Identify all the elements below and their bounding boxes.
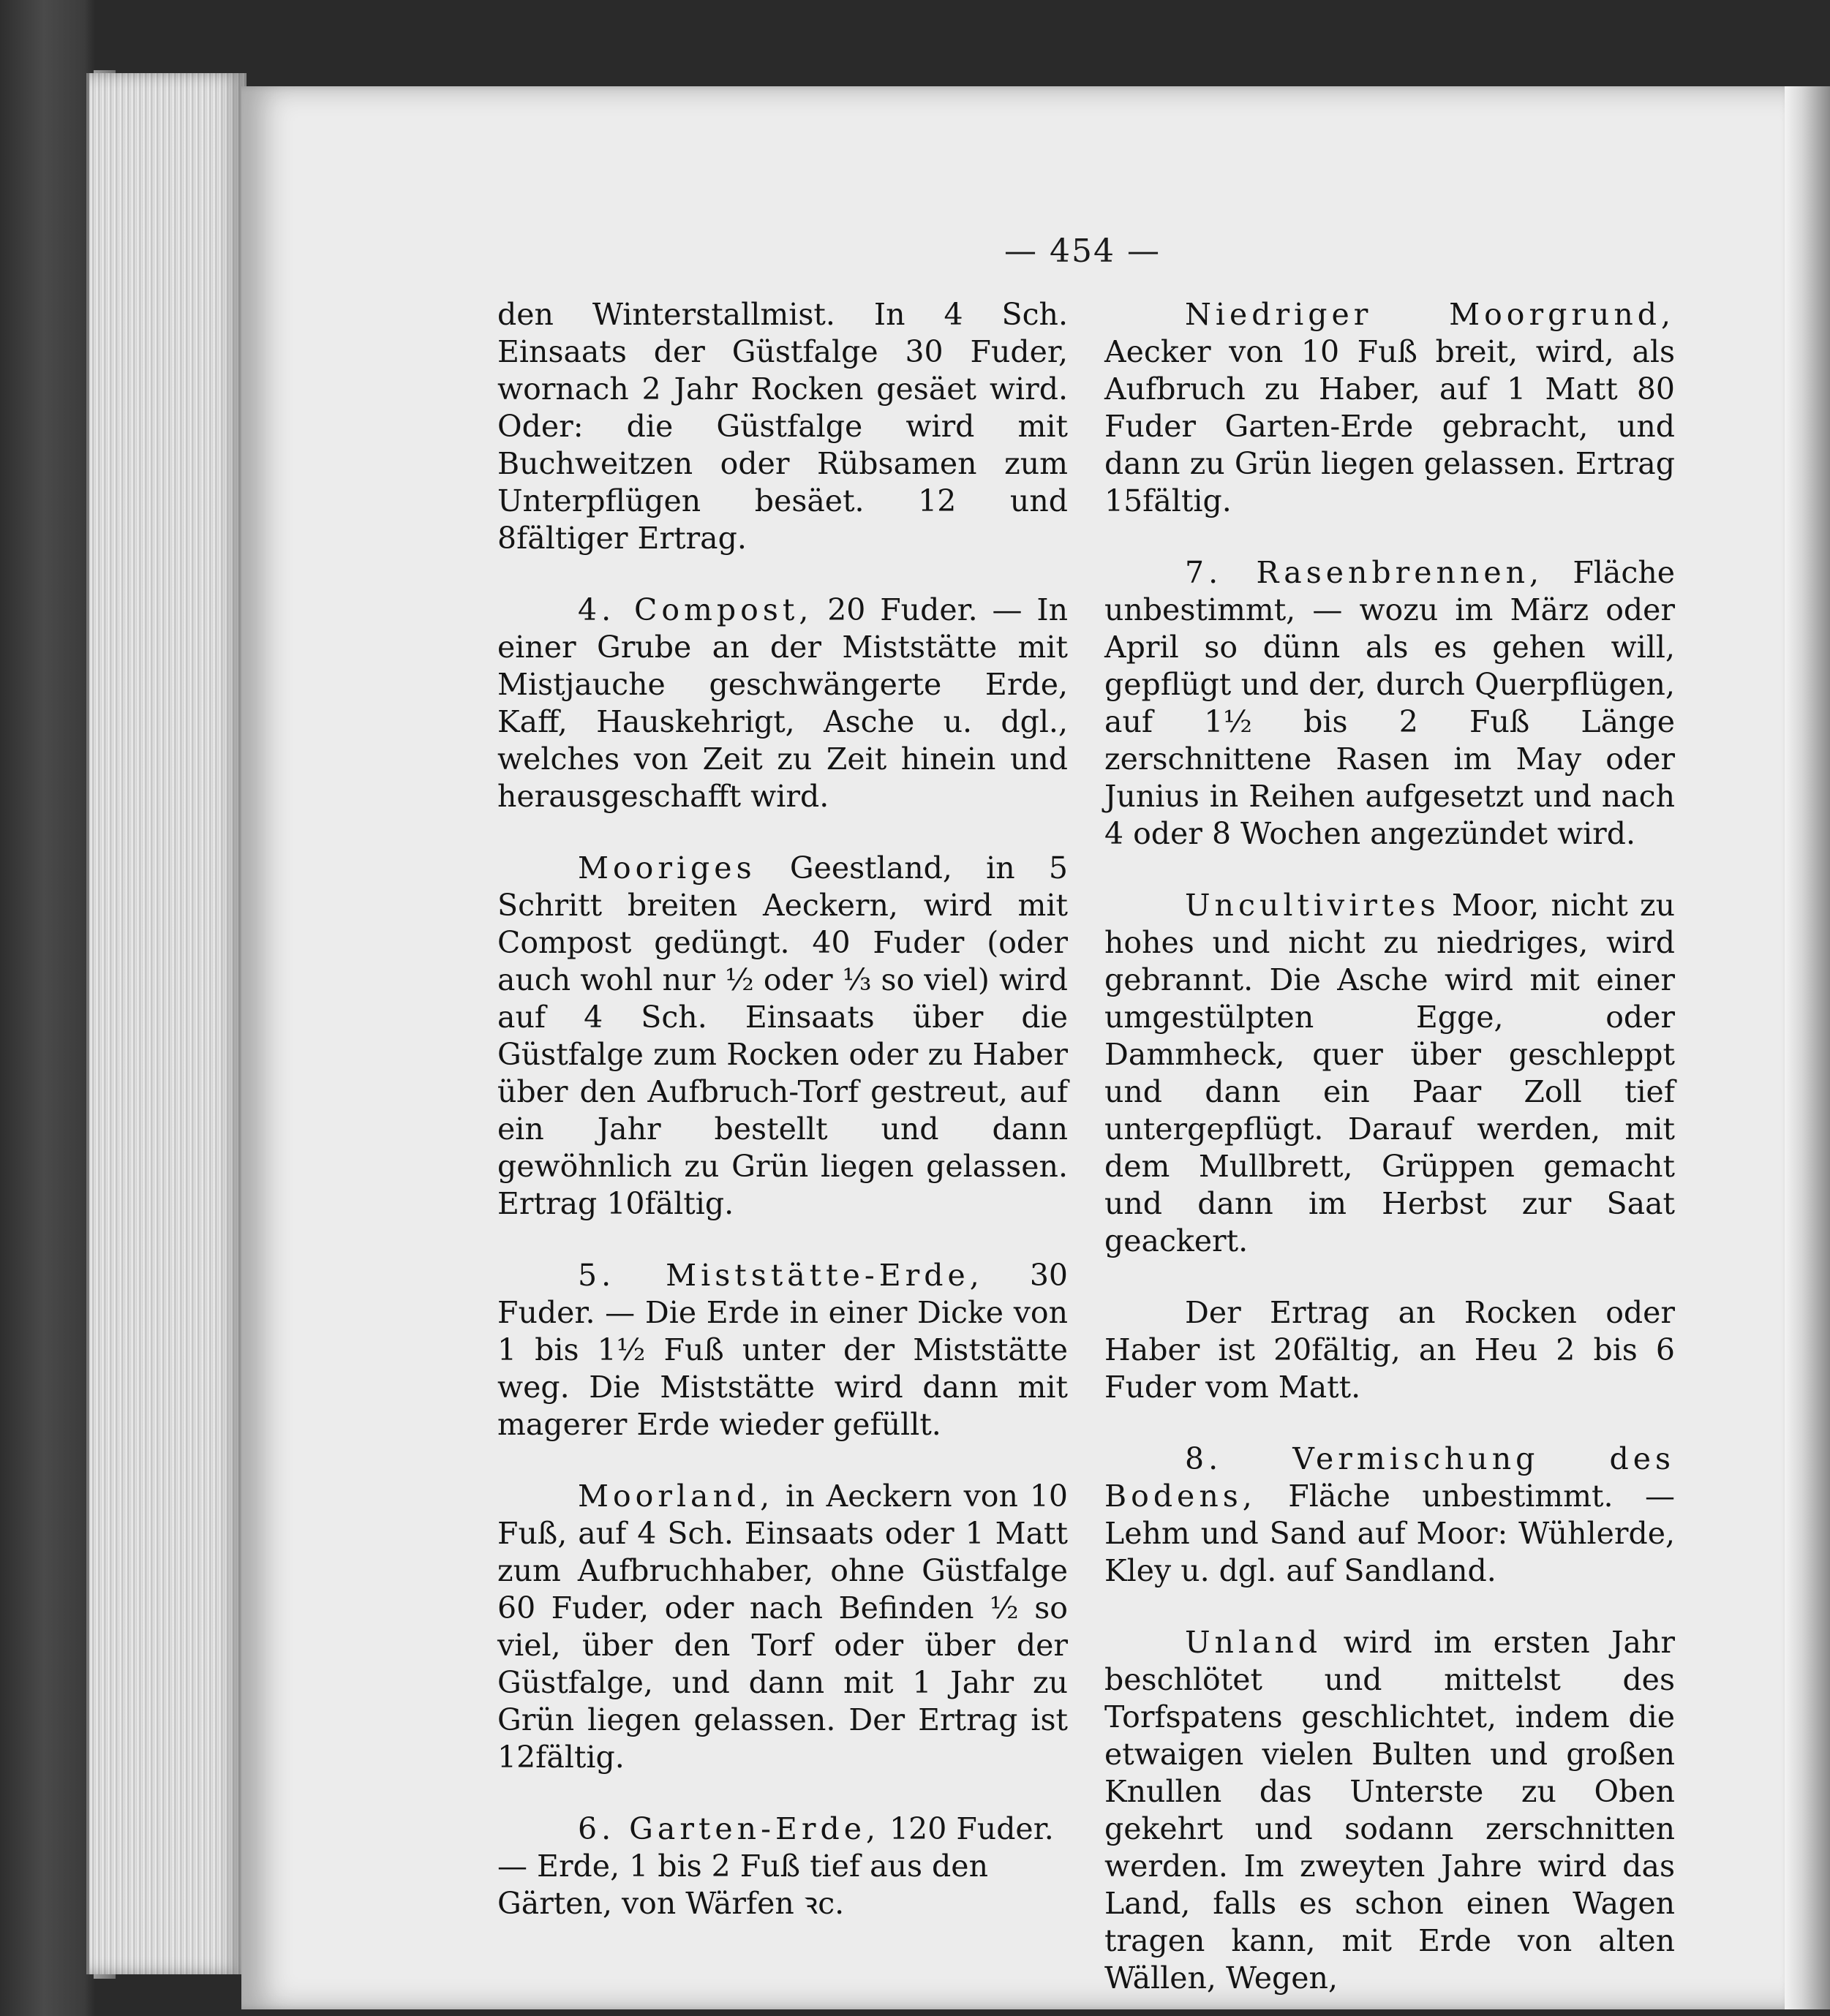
- paragraph: [1104, 1624, 1675, 1997]
- paragraph: [1104, 554, 1675, 853]
- paragraph-text: 20 Fuder. — In einer Grube an der Miststätte mit Mistjauche geschwängerte Erde, Kaff, Hauskehrigt, Asche u. dgl., welches von Zeit zu Zeit hinein und herausgeschafft wird.: [497, 592, 1068, 814]
- paragraph-text: Moor, nicht zu hohes und nicht zu niedriges, wird gebrannt. Die Asche wird mit einer umgestülpten Egge, oder Dammheck, quer über geschleppt und dann ein Paar Zoll tief untergepflügt. Darauf werden, mit dem Mullbrett, Grüppen gemacht und dann im Herbst zur Saat geackert.: [1104, 888, 1675, 1258]
- left-text-column: [497, 296, 1068, 1957]
- paragraph: [497, 1478, 1068, 1776]
- right-text-column: [1104, 296, 1675, 2016]
- paragraph-text: 120 Fuder. — Erde, 1 bis 2 Fuß tief aus den Gärten, von Wärfen ꝛc.: [497, 1811, 1054, 1921]
- paragraph-text: Geestland, in 5 Schritt breiten Aeckern, wird mit Compost gedüngt. 40 Fuder (oder auch wohl nur ½ oder ⅓ so viel) wird auf 4 Sch. Einsaats über die Güstfalge zum Rocken oder zu Haber über den Aufbruch-Torf gestreut, auf ein Jahr bestellt und dann gewöhnlich zu Grün liegen gelassen. Ertrag 10fältig.: [497, 850, 1068, 1221]
- paragraph-text: wird im ersten Jahr beschlötet und mittelst des Torfspatens geschlichtet, indem die etwaigen vielen Bulten und großen Knullen das Unterste zu Oben gekehrt und sodann zerschnitten werden. Im zweyten Jahre wird das Land, falls es schon einen Wagen tragen kann, mit Erde von alten Wällen, Wegen,: [1104, 1625, 1675, 1996]
- paragraph-lead: Mooriges: [578, 850, 756, 886]
- page-number: — 454 —: [1004, 233, 1161, 270]
- paragraph-lead: 7. Rasenbrennen,: [1185, 555, 1544, 590]
- paragraph: [497, 1811, 1068, 1922]
- paragraph: [1104, 887, 1675, 1260]
- paragraph-lead: 4. Compost,: [578, 592, 813, 627]
- paragraph-lead: Niedriger Moorgrund,: [1185, 297, 1675, 332]
- paragraph: [1104, 1441, 1675, 1590]
- paragraph-lead: Unland: [1185, 1625, 1322, 1660]
- paragraph-lead: 6. Garten-Erde,: [578, 1811, 881, 1846]
- paragraph-text: Der Ertrag an Rocken oder Haber ist 20fältig, an Heu 2 bis 6 Fuder vom Matt.: [1104, 1295, 1675, 1405]
- paragraph-lead: Moorland,: [578, 1479, 775, 1514]
- facing-page-edge: [1785, 86, 1830, 2009]
- paragraph-lead: 5. Miststätte-Erde,: [578, 1258, 984, 1293]
- paragraph-text: Fläche unbestimmt. — Lehm und Sand auf Moor: Wühlerde, Kley u. dgl. auf Sandland.: [1104, 1479, 1675, 1588]
- paragraph: [497, 850, 1068, 1223]
- paragraph: [1104, 296, 1675, 520]
- paragraph-text: Aecker von 10 Fuß breit, wird, als Aufbruch zu Haber, auf 1 Matt 80 Fuder Garten-Erde gebracht, und dann zu Grün liegen gelassen. Ertrag 15fältig.: [1104, 334, 1675, 518]
- paragraph-text: 30 Fuder. — Die Erde in einer Dicke von 1 bis 1½ Fuß unter der Miststätte weg. Die Miststätte wird dann mit magerer Erde wieder gefüllt.: [497, 1258, 1068, 1442]
- paragraph: [497, 1257, 1068, 1443]
- paragraph-text: in Aeckern von 10 Fuß, auf 4 Sch. Einsaats oder 1 Matt zum Aufbruchhaber, ohne Güstfalge 60 Fuder, oder nach Befinden ½ so viel, über den Torf oder über der Güstfalge, und dann mit 1 Jahr zu Grün liegen gelassen. Der Ertrag ist 12fältig.: [497, 1479, 1068, 1775]
- paragraph-text: Fläche unbestimmt, — wozu im März oder April so dünn als es gehen will, gepflügt und der, durch Querpflügen, auf 1½ bis 2 Fuß Länge zerschnittene Rasen im May oder Junius in Reihen aufgesetzt und nach 4 oder 8 Wochen angezündet wird.: [1104, 555, 1675, 851]
- paragraph: [1104, 1294, 1675, 1406]
- book-page-edges: [86, 73, 246, 1974]
- paragraph-text: den Winterstallmist. In 4 Sch. Einsaats der Güstfalge 30 Fuder, wornach 2 Jahr Rocken gesäet wird. Oder: die Güstfalge wird mit Buchweitzen oder Rübsamen zum Unterpflügen besäet. 12 und 8fältiger Ertrag.: [497, 297, 1068, 556]
- paragraph: [497, 592, 1068, 815]
- paragraph-lead: Uncultivirtes: [1185, 888, 1440, 923]
- paragraph-lead: 8. Vermischung des Bodens,: [1104, 1441, 1675, 1514]
- paragraph: [497, 296, 1068, 557]
